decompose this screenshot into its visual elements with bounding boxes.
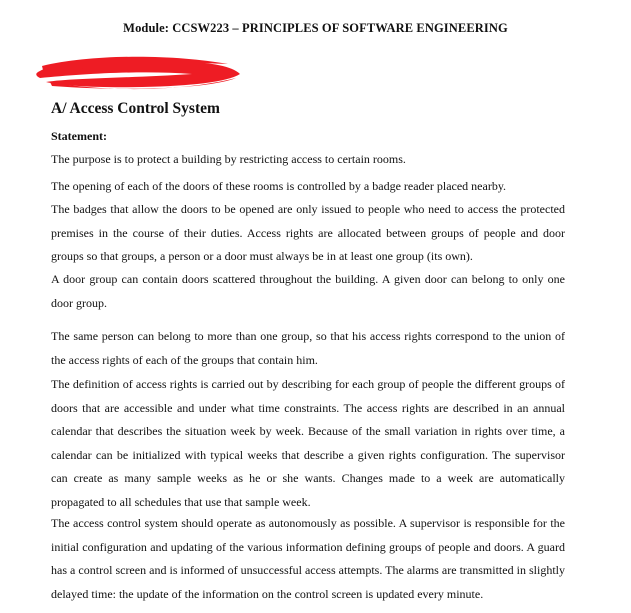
paragraph: The purpose is to protect a building by restricting access to certain rooms. <box>51 152 406 166</box>
paragraph: A door group can contain doors scattered throughout the building. A given door can belong to only one door group. <box>51 272 565 310</box>
section-title: A/ Access Control System <box>51 100 220 117</box>
module-header: Module: CCSW223 – PRINCIPLES OF SOFTWARE ENGINEERING <box>123 21 508 35</box>
paragraph: The definition of access rights is carried out by describing for each group of people the different groups of doors that are accessible and under what time constraints. The access rights are described in an annual calendar that describes the situation week by week. Because of the small variation in rights over time, a calendar can be initialized with typical weeks that describe a given rights configuration. The supervisor can create as many sample weeks as he or she wants. Changes made to a week are automatically propagated to all schedules that use that sample week. <box>51 377 565 509</box>
redaction-mark <box>32 52 244 92</box>
paragraph: The access control system should operate as autonomously as possible. A supervisor is responsible for the initial configuration and updating of the various information defining groups of people and doors. A guard has a control screen and is informed of unsuccessful access attempts. The alarms are transmitted in slightly delayed time: the update of the information on the control screen is updated every minute. <box>51 516 565 601</box>
paragraph: The badges that allow the doors to be opened are only issued to people who need to access the protected premises in the course of their duties. Access rights are allocated between groups of people and door groups so that groups, a person or a door must always be in at least one group (its own). <box>51 202 565 263</box>
paragraph: The opening of each of the doors of these rooms is controlled by a badge reader placed nearby. <box>51 179 507 193</box>
statement-label: Statement: <box>51 129 107 143</box>
paragraph: The same person can belong to more than one group, so that his access rights correspond to the union of the access rights of each of the groups that contain him. <box>51 329 565 367</box>
